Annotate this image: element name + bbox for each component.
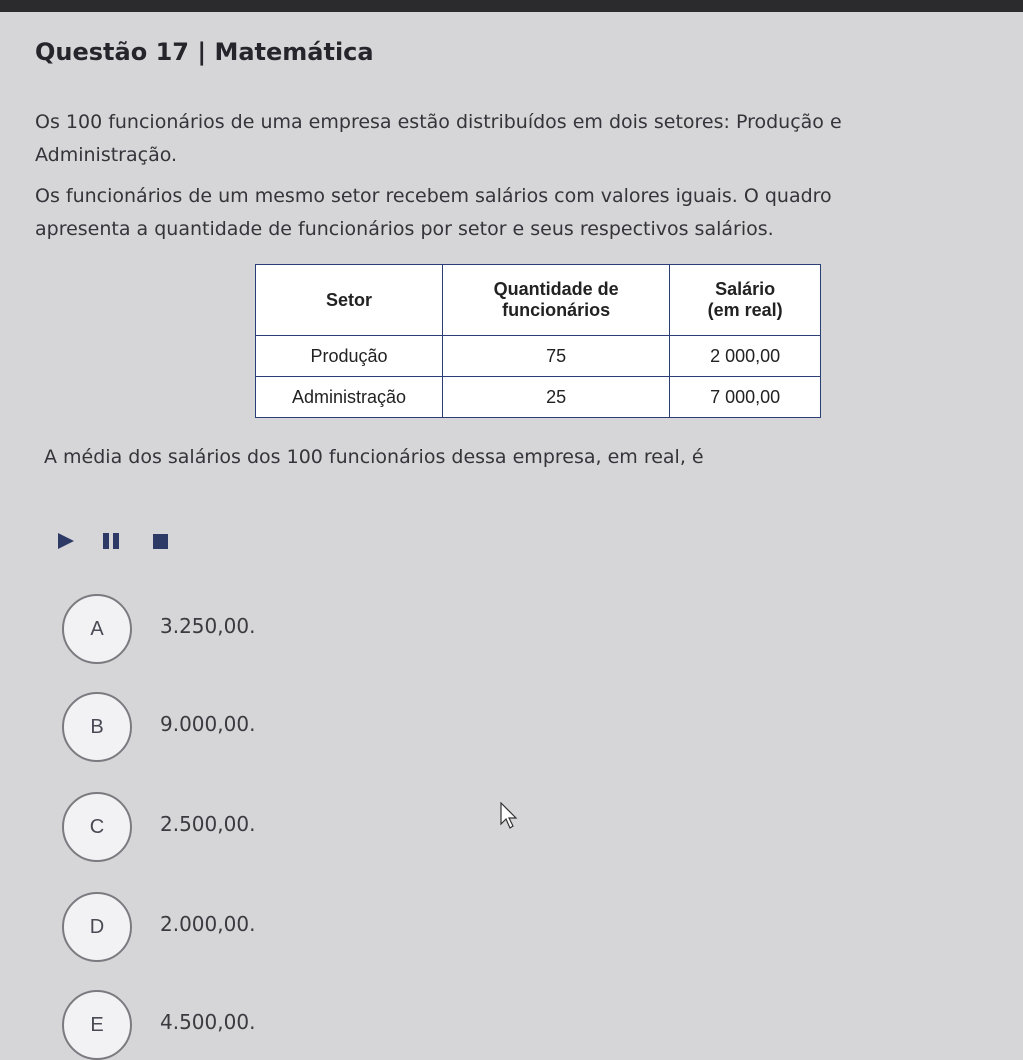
option-e[interactable] [62, 990, 462, 1060]
cell-quantidade: 75 [442, 336, 669, 377]
option-a-letter[interactable]: A [62, 594, 132, 664]
option-b-text[interactable]: 9.000,00. [160, 712, 256, 736]
paragraph-intro-line1: Os 100 funcionários de uma empresa estão distribuídos em dois setores: Produção e [35, 111, 842, 133]
option-c[interactable] [62, 792, 462, 862]
header-setor-line1: Setor [325, 289, 372, 310]
mouse-cursor-icon [500, 802, 520, 830]
paragraph-context [35, 180, 985, 246]
paragraph-context-line1: Os funcionários de um mesmo setor recebem salários com valores iguais. O quadro [35, 185, 832, 207]
question-prompt: A média dos salários dos 100 funcionários dessa empresa, em real, é [44, 446, 704, 468]
table-header-row [256, 265, 821, 336]
paragraph-intro-line2: Administração. [35, 144, 178, 166]
cell-setor: Administração [256, 377, 443, 418]
option-e-letter[interactable]: E [62, 990, 132, 1060]
option-a[interactable] [62, 594, 462, 664]
header-salario-line2: (em real) [707, 300, 783, 320]
paragraph-intro [35, 106, 985, 172]
option-e-text[interactable]: 4.500,00. [160, 1010, 256, 1034]
table-row [256, 336, 821, 377]
option-c-letter[interactable]: C [62, 792, 132, 862]
option-d-letter[interactable]: D [62, 892, 132, 962]
paragraph-context-line2: apresenta a quantidade de funcionários por setor e seus respectivos salários. [35, 218, 774, 240]
header-salario-line1: Salário [715, 279, 776, 299]
option-a-text[interactable]: 3.250,00. [160, 614, 256, 638]
table-row [256, 377, 821, 418]
header-salario [670, 265, 821, 336]
cell-quantidade: 25 [442, 377, 669, 418]
question-title: Questão 17 | Matemática [35, 38, 374, 66]
option-c-text[interactable]: 2.500,00. [160, 812, 256, 836]
option-d[interactable] [62, 892, 462, 962]
header-quantidade-line2: funcionários [502, 300, 611, 320]
salary-table [255, 264, 821, 418]
pause-bar-left [103, 533, 109, 549]
header-setor [256, 265, 443, 336]
stop-icon[interactable] [153, 534, 168, 549]
header-quantidade-line1: Quantidade de [493, 279, 619, 299]
header-quantidade [442, 265, 669, 336]
cell-salario: 2 000,00 [670, 336, 821, 377]
option-b-letter[interactable]: B [62, 692, 132, 762]
cell-setor: Produção [256, 336, 443, 377]
option-b[interactable] [62, 692, 462, 762]
play-icon[interactable] [58, 533, 74, 549]
pause-icon[interactable] [103, 533, 121, 549]
cell-salario: 7 000,00 [670, 377, 821, 418]
pause-bar-right [113, 533, 119, 549]
option-d-text[interactable]: 2.000,00. [160, 912, 256, 936]
top-bar [0, 0, 1023, 12]
